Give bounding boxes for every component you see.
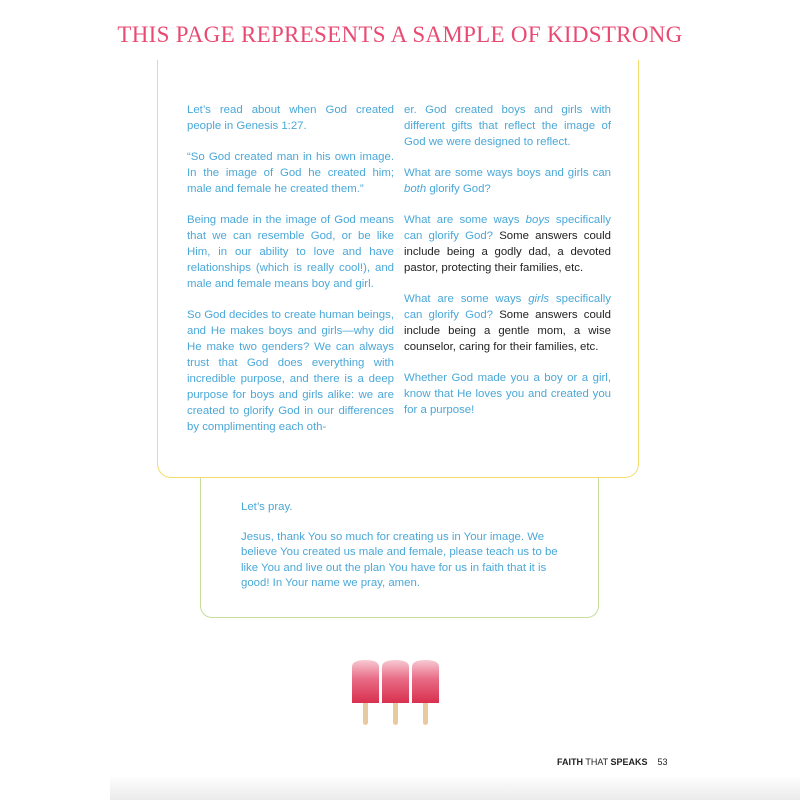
sample-banner: THIS PAGE REPRESENTS A SAMPLE OF KIDSTRONG (117, 22, 683, 47)
right-column (404, 102, 611, 433)
left-column (187, 102, 394, 450)
prayer-heading: Let’s pray. (241, 501, 293, 513)
question: What are some ways boys specifically can glorify God? Some answers could include being a godly dad, a devoted pastor, protecting their families, etc. (404, 214, 611, 274)
prayer-text: Jesus, thank You so much for creating us in Your image. We believe You created us male and female, please teach us to be like You and live out the plan You have for us in faith that it is good! In Your name we pray, amen. (241, 530, 558, 589)
paragraph: Being made in the image of God means that we can resemble God, or be like Him, in our ability to love and have relationships (which is really cool!), and male and female means boy and girl. (187, 214, 394, 290)
page-footer: FAITH THAT SPEAKS 53 (557, 757, 668, 767)
answer-text: Some answers could include being a gentle mom, a wise counselor, caring for their families, etc. (404, 309, 611, 353)
page-shadow (110, 775, 800, 800)
answer-text: Some answers could include being a godly dad, a devoted pastor, protecting their families, etc. (404, 230, 611, 274)
paragraph: Whether God made you a boy or a girl, know that He loves you and created you for a purpose! (404, 372, 611, 416)
question: What are some ways boys and girls can both glorify God? (404, 167, 611, 195)
paragraph: er. God created boys and girls with different gifts that reflect the image of God we were designed to reflect. (404, 104, 611, 148)
prayer-section (241, 500, 571, 606)
paragraph: Let’s read about when God created people in Genesis 1:27. (187, 104, 394, 132)
paragraph: So God decides to create human beings, and He makes boys and girls—why did He make two genders? We can always trust that God does everything with incredible purpose, and there is a deep purpose for boys and girls alike: we are created to glorify God in our differences by complimenting each oth- (187, 309, 394, 433)
page-number: 53 (657, 757, 668, 767)
scripture-quote: “So God created man in his own image. In the image of God he created him; male and female he created them.” (187, 151, 394, 195)
question: What are some ways girls specifically can glorify God? Some answers could include being a gentle mom, a wise counselor, caring for their families, etc. (404, 293, 611, 353)
popsicles-icon (343, 657, 448, 732)
